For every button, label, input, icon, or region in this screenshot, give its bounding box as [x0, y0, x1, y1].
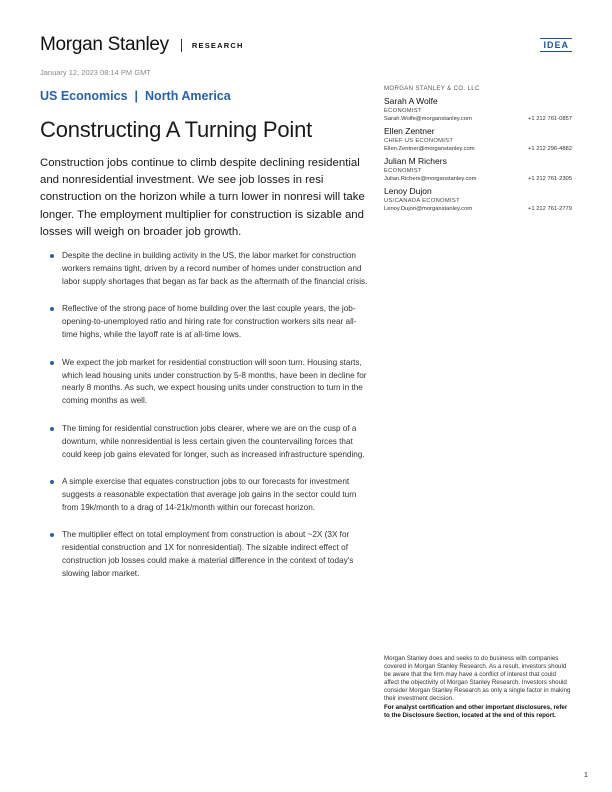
key-point-text: Despite the decline in building activity in the US, the labor market for construction workers remains tight, driven by a record number of homes under construction and labor supply shortages that began as far back as the aftermath of the financial crisis. — [62, 251, 368, 286]
lead-summary: Construction jobs continue to climb despite declining residential and nonresidential investment. We see job losses in resi construction on the horizon while a turn lower in nonresi will take longer. The employment multiplier for construction is sizable and losses will weigh on broader job growth. — [40, 157, 365, 238]
contact-phone: +1 212 296-4882 — [527, 146, 572, 152]
analyst-contacts — [384, 86, 572, 216]
contact-name: Lenoy Dujon — [384, 186, 432, 196]
publish-date: January 12, 2023 08:14 PM GMT — [40, 68, 151, 77]
contact-details — [384, 205, 572, 213]
contact-role: US/CANADA ECONOMIST — [384, 198, 460, 204]
report-title: Constructing A Turning Point — [40, 117, 313, 142]
contact-card — [384, 186, 572, 213]
contact-role: CHIEF US ECONOMIST — [384, 138, 454, 144]
contact-name: Ellen Zentner — [384, 126, 435, 136]
key-point — [50, 303, 368, 342]
contact-name: Sarah A Wolfe — [384, 96, 438, 106]
key-point-text: The multiplier effect on total employment from construction is about ~2X (3X for residential construction and 1X for nonresidential). The sizable indirect effect of construction job losses could make a material difference in the context of today's slowing labor market. — [62, 530, 354, 579]
contact-name: Julian M Richers — [384, 156, 447, 166]
key-point-text: The timing for residential construction jobs clearer, where we are on the cusp of a downturn, while nonresidential is less certain given the countervailing forces that could keep job gains elevated for longer, such as increased infrastructure spending. — [62, 423, 365, 459]
disclosure-reference: For analyst certification and other important disclosures, refer to the Disclosure Section, located at the end of this report. — [384, 704, 568, 719]
research-label: RESEARCH — [191, 40, 244, 50]
page-number: 1 — [583, 770, 588, 779]
idea-badge: IDEA — [540, 38, 572, 52]
disclaimer-box — [384, 655, 572, 720]
contact-email[interactable]: Sarah.Wolfe@morganstanley.com — [384, 116, 472, 122]
contact-details — [384, 115, 572, 123]
key-point — [50, 476, 368, 515]
page-header — [40, 34, 244, 56]
contact-details — [384, 175, 572, 183]
category-separator: | — [134, 89, 139, 103]
contact-details — [384, 145, 572, 153]
bullet-icon — [50, 254, 54, 258]
contact-email[interactable]: Julian.Richers@morganstanley.com — [384, 176, 477, 182]
key-point-text: A simple exercise that equates construction jobs to our forecasts for investment suggests a reasonable expectation that average job gains in the sector could turn from 19k/month to a drag of 14-21k/month within our forecast horizon. — [62, 477, 357, 512]
contact-phone: +1 212 761-0857 — [527, 116, 572, 122]
contact-card — [384, 126, 572, 153]
bullet-icon — [50, 307, 54, 311]
key-points-list — [50, 250, 368, 596]
disclaimer-text: Morgan Stanley does and seeks to do business with companies covered in Morgan Stanley Research. As a result, investors should be aware that the firm may have a conflict of interest that could affect the objectivity of Morgan Stanley Research. Investors should consider Morgan Stanley Research as only a single factor in making their investment decision. — [384, 655, 571, 702]
bullet-icon — [50, 533, 54, 537]
bullet-icon — [50, 361, 54, 365]
key-point — [50, 423, 368, 462]
bullet-icon — [50, 480, 54, 484]
contact-card — [384, 96, 572, 123]
key-point — [50, 250, 368, 289]
key-point — [50, 357, 368, 409]
key-point-text: We expect the job market for residential construction will soon turn. Housing starts, which lead housing units under construction by 5-8 months, have been in decline for nearly 8 months. As such, we expect housing units under construction to turn in the coming months as well. — [62, 357, 367, 406]
firm-name: MORGAN STANLEY & CO. LLC — [384, 86, 480, 92]
contact-role: ECONOMIST — [384, 168, 422, 174]
morgan-stanley-logo: Morgan Stanley — [40, 34, 169, 55]
contact-email[interactable]: Ellen.Zentner@morganstanley.com — [384, 146, 475, 152]
contact-phone: +1 212 761-2305 — [527, 176, 572, 182]
contact-card — [384, 156, 572, 183]
category-secondary: North America — [145, 89, 231, 103]
contact-role: ECONOMIST — [384, 108, 422, 114]
category-heading — [40, 89, 231, 103]
category-primary: US Economics — [40, 89, 128, 103]
header-divider — [181, 39, 182, 52]
bullet-icon — [50, 427, 54, 431]
key-point-text: Reflective of the strong pace of home building over the last couple years, the job-opening-to-unemployed ratio and hiring rate for construction workers sits near all-time highs, while the layoff rate is at all-time lows. — [62, 304, 357, 340]
contact-email[interactable]: Lenoy.Dujon@morganstanley.com — [384, 206, 473, 212]
key-point — [50, 529, 368, 581]
contact-phone: +1 212 761-2779 — [527, 206, 572, 212]
